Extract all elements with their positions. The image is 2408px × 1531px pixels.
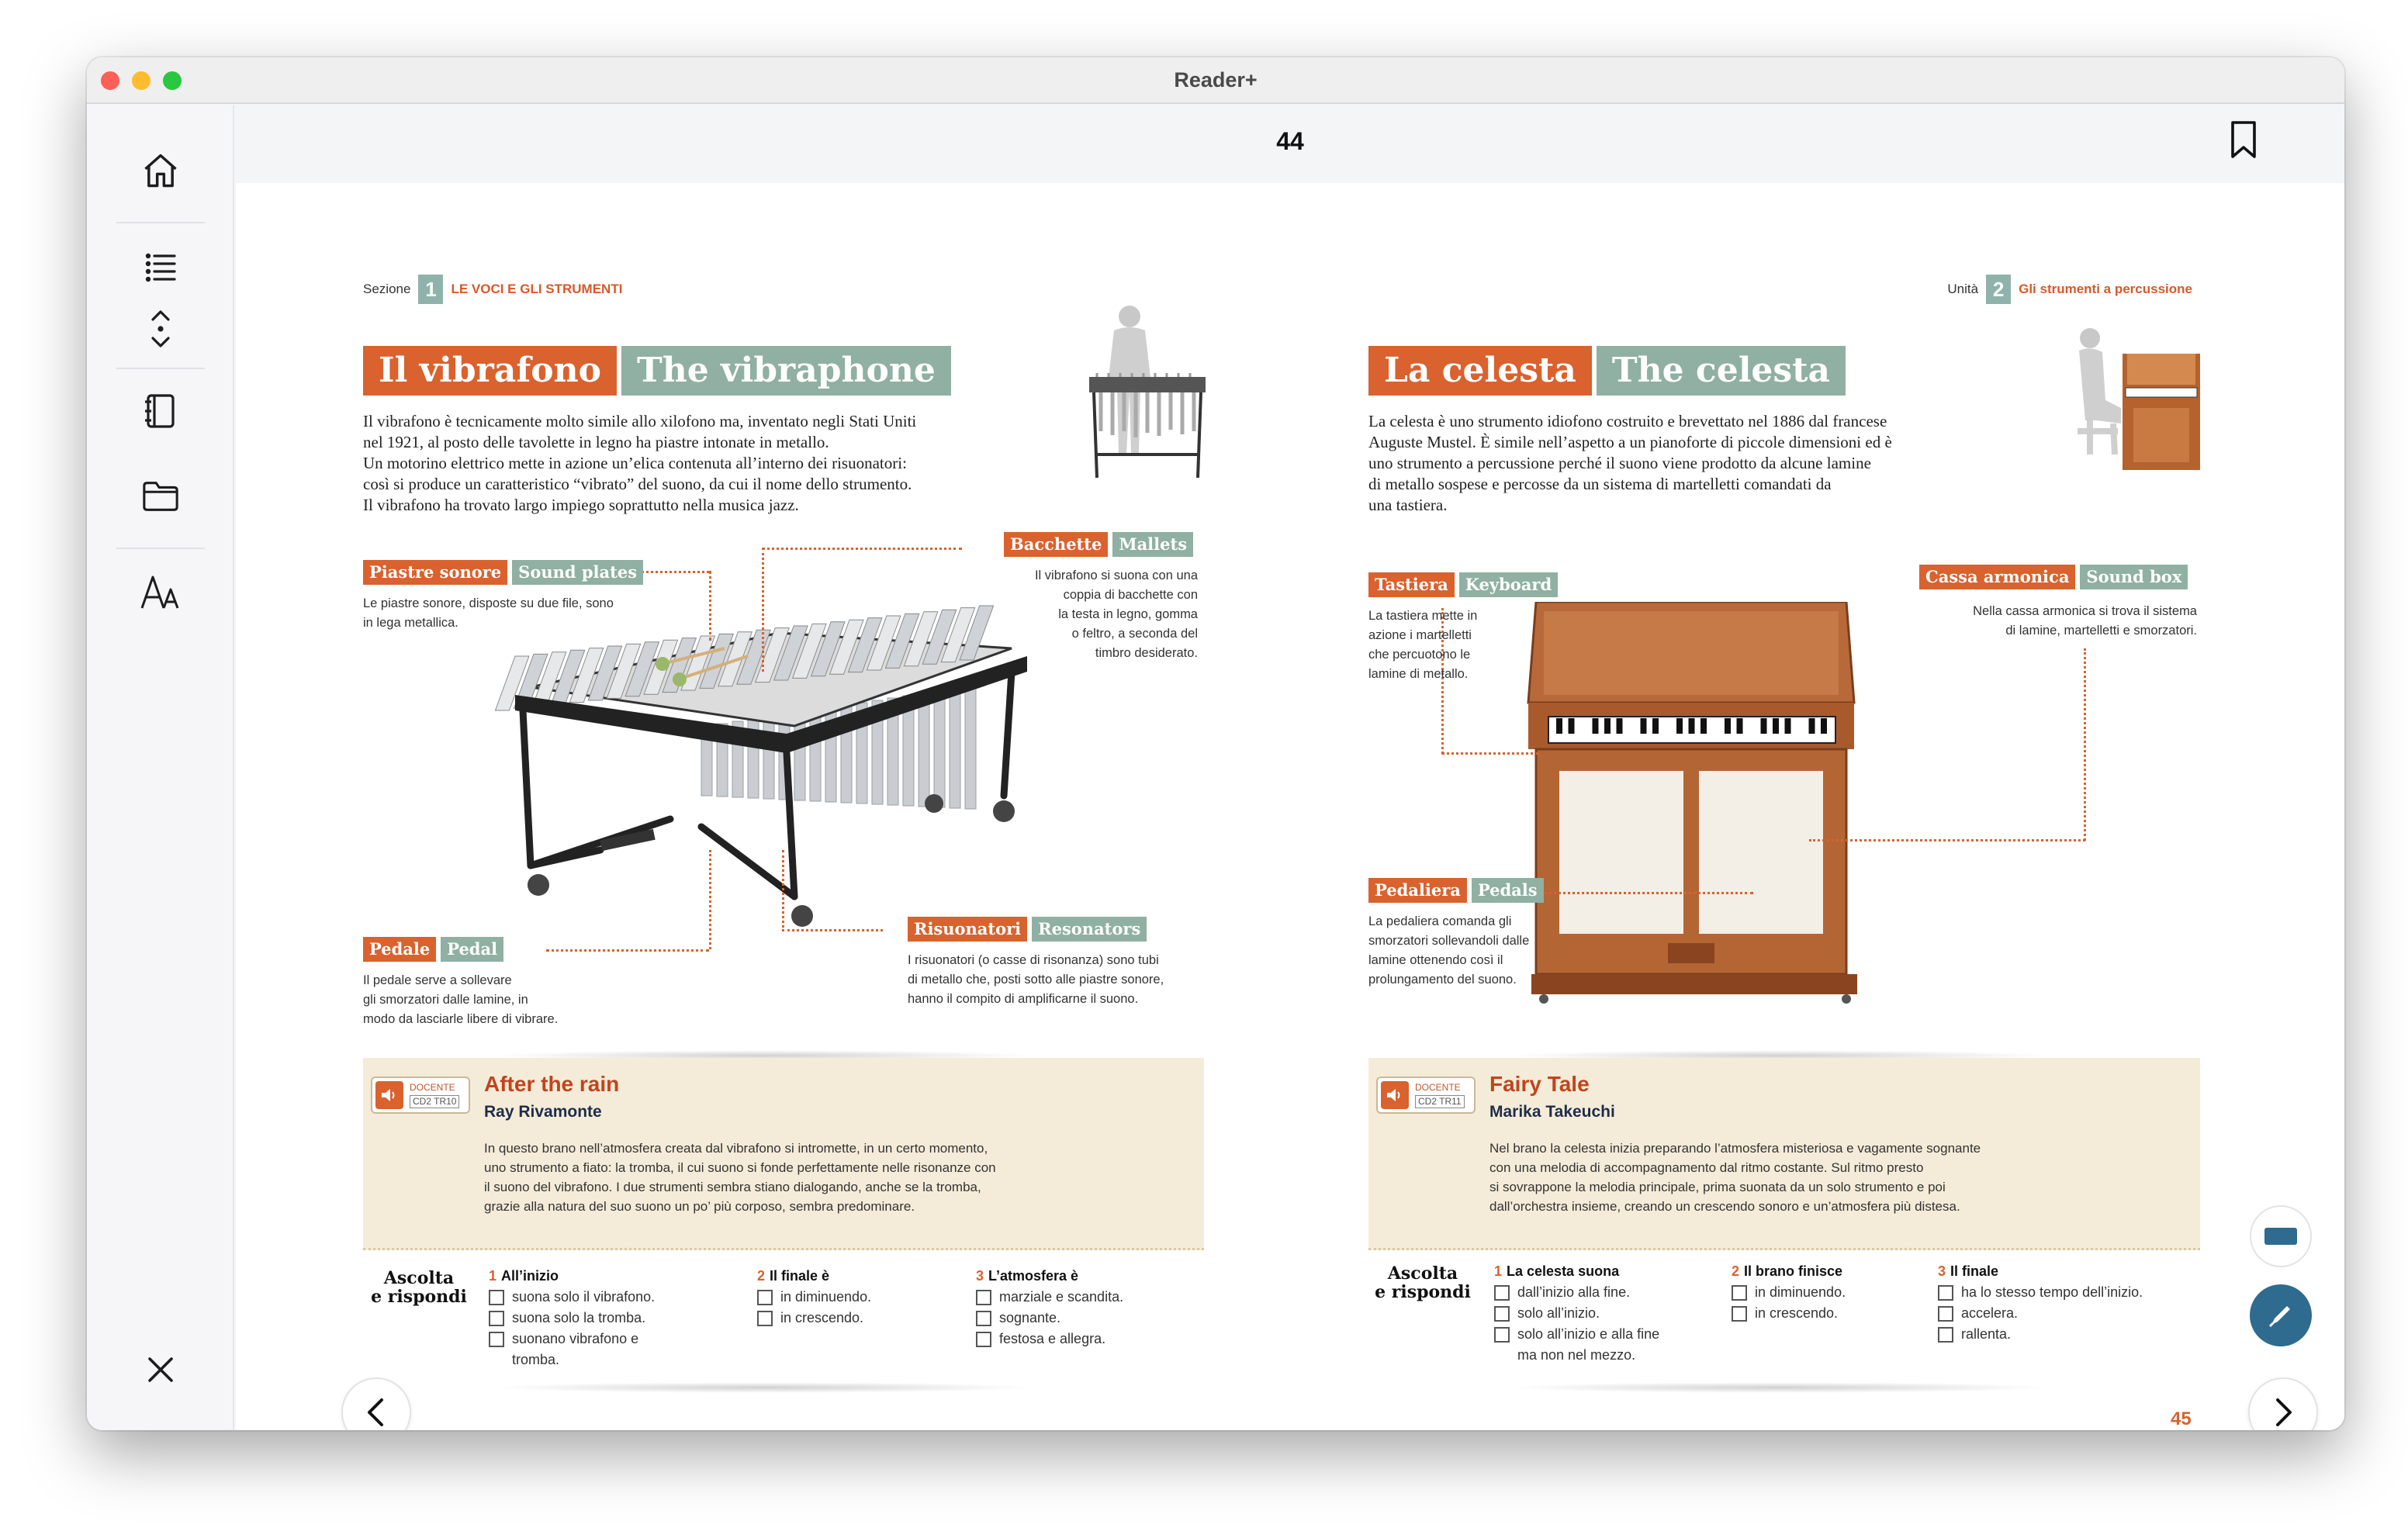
quiz-question-1: 1 All’inizio suona solo il vibrafono. suona solo la tromba. suonano vibrafono e tromba. xyxy=(489,1268,656,1367)
checkbox[interactable] xyxy=(1938,1285,1953,1301)
quiz-option[interactable]: sognante. xyxy=(976,1308,1123,1329)
page-title: Il vibrafono The vibraphone xyxy=(363,346,951,396)
label-pedals: Pedaliera Pedals xyxy=(1368,878,1544,903)
checkbox[interactable] xyxy=(489,1311,504,1326)
quiz-option[interactable]: marziale e scandita. xyxy=(976,1287,1123,1308)
right-page xyxy=(1291,183,2344,1430)
quiz-option[interactable]: accelera. xyxy=(1938,1303,2143,1324)
quiz-option[interactable]: ha lo stesso tempo dell’inizio. xyxy=(1938,1282,2143,1303)
quiz-option[interactable]: in crescendo. xyxy=(1732,1303,1846,1324)
audio-track-button[interactable]: DOCENTE CD2 TR11 xyxy=(1376,1077,1476,1114)
quiz-option[interactable]: in crescendo. xyxy=(757,1308,871,1329)
intro-text: Il vibrafono è tecnicamente molto simile allo xilofono ma, inventato negli Stati Uniti nel 1921, al posto delle tavolette in legno ha piastre intonate in metallo. Un motorino elettrico mette in azione un’elica contenuta all’interno dei risuonatori: così si produce un caratteristico “vibrato” del suono, da cui il nome dello strumento. Il vibrafono ha trovato largo impiego soprattutto nella musica jazz. xyxy=(363,412,917,514)
quiz-question-1: 1 La celesta suona dall’inizio alla fine. solo all’inizio. solo all’inizio e alla fine ma non nel mezzo. xyxy=(1494,1263,1660,1363)
checkbox[interactable] xyxy=(1494,1306,1510,1322)
close-icon[interactable] xyxy=(137,1346,184,1393)
pen-icon xyxy=(2265,1300,2296,1331)
track-description: Nel brano la celesta inizia preparando l’atmosfera misteriosa e vagamente sognante con una melodia di accompagnamento dal ritmo costante. Sul ritmo presto si sovrappone la melodia principale, prima suonata da un solo strumento e poi dall’orchestra insieme, creando un crescendo sonoro e un’atmosfera più distesa. xyxy=(1489,1141,1981,1214)
page-title: La celesta The celesta xyxy=(1368,346,1846,396)
quiz-heading: Ascolta e rispondi xyxy=(371,1268,467,1307)
notebook-icon[interactable] xyxy=(137,388,184,434)
checkbox[interactable] xyxy=(1732,1285,1747,1301)
quiz-question-2: 2 Il finale è in diminuendo. in crescendo. xyxy=(757,1266,871,1329)
quiz-option[interactable]: dall’inizio alla fine. xyxy=(1494,1282,1659,1303)
track-title: After the rain xyxy=(484,1072,620,1096)
current-page-number: 44 xyxy=(1276,127,1304,155)
quiz-option[interactable]: solo all’inizio e alla fine xyxy=(1494,1324,1659,1345)
vibraphone-player-image xyxy=(1066,299,1221,486)
quiz-option[interactable]: suona solo il vibrafono. xyxy=(489,1287,655,1308)
checkbox[interactable] xyxy=(757,1290,773,1305)
sidebar xyxy=(87,105,234,1430)
listening-box xyxy=(1368,1058,2200,1250)
text-size-icon[interactable] xyxy=(137,569,184,616)
section-header: Sezione 1 LE VOCI E GLI STRUMENTI xyxy=(363,275,622,304)
unit-header: Unità 2 Gli strumenti a percussione xyxy=(1947,275,2192,304)
sound-plates-description: Le piastre sonore, disposte su due file, sono in lega metallica. xyxy=(363,596,614,630)
chevron-right-icon xyxy=(2271,1397,2295,1428)
checkbox[interactable] xyxy=(1494,1327,1510,1343)
left-page xyxy=(236,183,1291,1430)
speaker-icon xyxy=(375,1081,403,1109)
track-title: Fairy Tale xyxy=(1489,1072,1590,1096)
checkbox[interactable] xyxy=(1938,1327,1953,1343)
chevron-left-icon xyxy=(365,1397,388,1428)
listening-box xyxy=(363,1058,1204,1250)
intro-text: La celesta è uno strumento idiofono costruito e brevettato nel 1886 dal francese Auguste Mustel. È simile nell’aspetto a un pianoforte di piccole dimensioni ed è uno strumento a percussione perché il suono viene prodotto da alcune lamine di metallo sospese e percosse da un sistema di martelletti comandati da una tastiera. xyxy=(1368,412,1892,514)
checkbox[interactable] xyxy=(976,1332,991,1347)
marker-icon xyxy=(2263,1226,2299,1246)
speaker-icon xyxy=(1381,1081,1409,1109)
checkbox[interactable] xyxy=(489,1290,504,1305)
checkbox[interactable] xyxy=(489,1332,504,1347)
sound-box-description: Nella cassa armonica si trova il sistema di lamine, martelletti e smorzatori. xyxy=(1973,604,2197,638)
label-sound-box: Cassa armonica Sound box xyxy=(1919,565,2188,589)
quiz-question-2: 2 Il brano finisce in diminuendo. in crescendo. xyxy=(1732,1261,1846,1324)
resonators-description: I risuonatori (o casse di risonanza) sono tubi di metallo che, posti sotto alle piastre sonore, hanno il compito di amplificarne il suono. xyxy=(908,953,1164,1006)
title-bar xyxy=(87,57,2344,104)
audio-track-button[interactable]: DOCENTE CD2 TR10 xyxy=(371,1077,470,1114)
keyboard-description: La tastiera mette in azione i martelletti che percuotono le lamine di metallo. xyxy=(1368,609,1478,681)
pedal-description: Il pedale serve a sollevare gli smorzatori dalle lamine, in modo da lasciarle libere di vibrare. xyxy=(363,973,559,1026)
book-spread xyxy=(236,183,2344,1430)
window-title: Reader+ xyxy=(1174,68,1258,92)
label-keyboard: Tastiera Keyboard xyxy=(1368,572,1558,597)
highlighter-button[interactable] xyxy=(2250,1205,2312,1267)
checkbox[interactable] xyxy=(1732,1306,1747,1322)
bookmark-icon[interactable] xyxy=(2228,119,2259,164)
folder-icon[interactable] xyxy=(137,473,184,520)
quiz-question-3: 3 L’atmosfera è marziale e scandita. sognante. festosa e allegra. xyxy=(976,1266,1123,1350)
app-window xyxy=(87,57,2344,1430)
label-mallets: Bacchette Mallets xyxy=(1004,532,1193,557)
quiz-option[interactable]: suonano vibrafono e xyxy=(489,1329,655,1350)
celesta-player-image xyxy=(2059,323,2214,478)
right-page-number: 45 xyxy=(2171,1408,2192,1429)
checkbox[interactable] xyxy=(976,1290,991,1305)
celesta-image xyxy=(1521,602,1870,1005)
table-of-contents-icon[interactable] xyxy=(137,244,184,290)
track-author: Marika Takeuchi xyxy=(1489,1103,1615,1121)
track-author: Ray Rivamonte xyxy=(484,1103,602,1121)
label-resonators: Risuonatori Resonators xyxy=(908,917,1147,942)
quiz-option[interactable]: in diminuendo. xyxy=(757,1287,871,1308)
quiz-question-3: 3 Il finale ha lo stesso tempo dell’inizio. accelera. rallenta. xyxy=(1938,1261,2143,1345)
quiz-option[interactable]: in diminuendo. xyxy=(1732,1282,1846,1303)
checkbox[interactable] xyxy=(976,1311,991,1326)
home-icon[interactable] xyxy=(137,147,184,194)
quiz-option[interactable]: suona solo la tromba. xyxy=(489,1308,655,1329)
track-description: In questo brano nell’atmosfera creata dal vibrafono si intromette, in un certo momento, uno strumento a fiato: la tromba, il cui suono si fonde perfettamente nelle risonanze con il suono del vibrafono. I due strumenti sembra stiano dialogando, anche se la tromba, grazie alla natura del suo suono un po’ più corposo, sembra predominare. xyxy=(484,1141,996,1214)
reader-top-bar xyxy=(236,105,2344,183)
quiz-option[interactable]: festosa e allegra. xyxy=(976,1329,1123,1350)
mallets-description: Il vibrafono si suona con una coppia di bacchette con la testa in legno, gomma o feltro, a seconda del timbro desiderato. xyxy=(1034,569,1198,660)
checkbox[interactable] xyxy=(1938,1306,1953,1322)
checkbox[interactable] xyxy=(757,1311,773,1326)
quiz-option[interactable]: rallenta. xyxy=(1938,1324,2143,1345)
label-sound-plates: Piastre sonore Sound plates xyxy=(363,560,643,585)
quiz-heading: Ascolta e rispondi xyxy=(1375,1263,1471,1302)
pedals-description: La pedaliera comanda gli smorzatori sollevandoli dalle lamine ottenendo così il prolungamento del suono. xyxy=(1368,914,1530,987)
label-pedal: Pedale Pedal xyxy=(363,937,503,962)
chevron-updown-icon[interactable] xyxy=(137,306,184,352)
quiz-option[interactable]: solo all’inizio. xyxy=(1494,1303,1659,1324)
checkbox[interactable] xyxy=(1494,1285,1510,1301)
pen-tool-button[interactable] xyxy=(2250,1284,2312,1346)
